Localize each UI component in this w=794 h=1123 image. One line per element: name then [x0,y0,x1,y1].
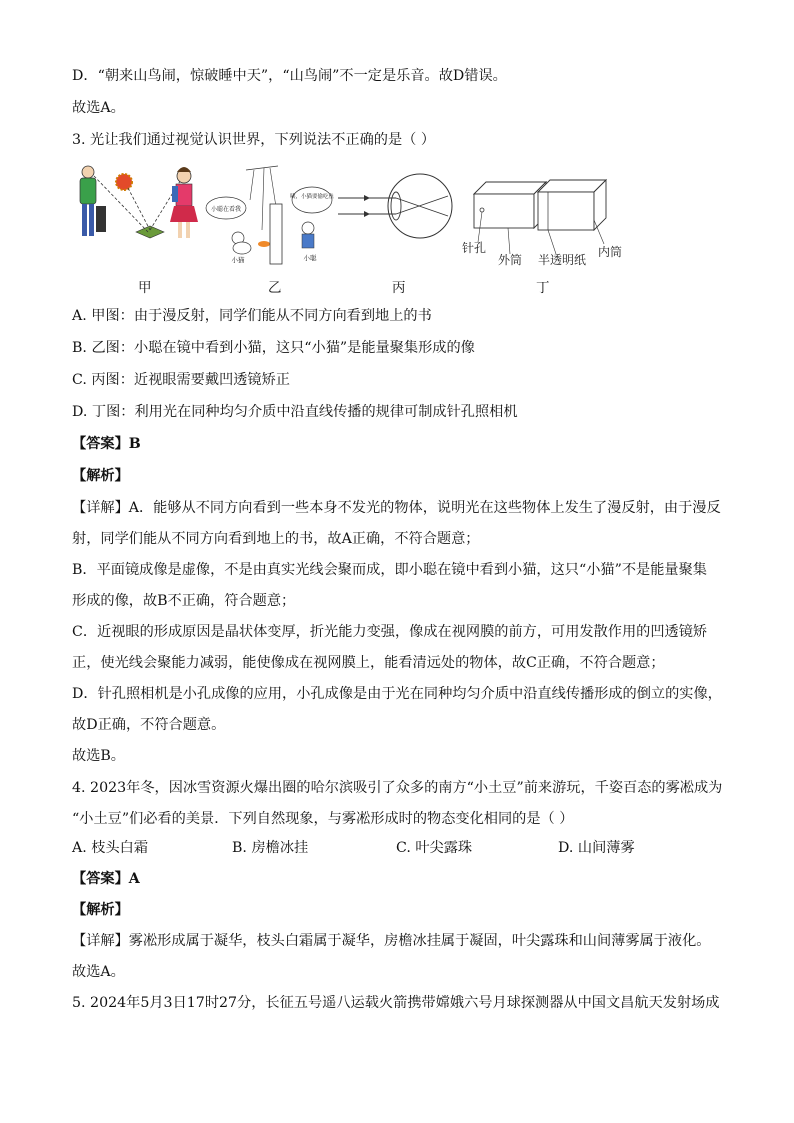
ding-label-outer-tube: 外筒 [497,253,523,267]
text-line: 故选A。 [72,100,125,116]
figure-caption-jia: 甲 [138,280,152,296]
figure-bing [338,174,452,238]
text-line: 【详解】雾凇形成属于凝华，枝头白霜属于凝华，房檐冰挂属于凝固，叶尖露珠和山间薄雾属于液化。 [72,933,711,949]
option-b: B. 乙图：小聪在镜中看到小猫，这只“小猫”是能量聚集形成的像 [72,340,475,356]
figure-ding [462,180,622,267]
yi-label-cat: 小猫 [231,256,245,264]
text-line: 故D正确，不符合题意。 [72,717,226,733]
option-a: A. 甲图：由于漫反射，同学们能从不同方向看到地上的书 [72,308,432,324]
text-line: C．近视眼的形成原因是晶状体变厚，折光能力变强，像成在视网膜的前方，可用发散作用的凹透镜矫 [72,624,708,640]
text-line: D．针孔照相机是小孔成像的应用，小孔成像是由于光在同种均匀介质中沿直线传播形成的倒立的实像， [72,686,722,702]
ding-label-paper: 半透明纸 [537,253,587,267]
answer-heading: 【答案】B [72,436,141,452]
yi-bubble-right-text: 咦，小猫要偷吃鱼 [289,194,335,200]
text-line: 故选A。 [72,964,125,980]
question-5-stem: 5. 2024年5月3日17时27分，长征五号遥八运载火箭携带嫦娥六号月球探测器从中国文昌航天发射场成 [72,995,720,1011]
q4-option-a: A. 枝头白霜 [72,840,149,856]
q4-option-c: C. 叶尖露珠 [396,840,473,856]
text-line: 故选B。 [72,748,125,764]
q4-option-d: D. 山间薄雾 [558,840,635,856]
analysis-heading: 【解析】 [72,468,129,484]
yi-bubble-left-text: 小聪在看我 [210,206,242,213]
option-d: D. 丁图：利用光在同种均匀介质中沿直线传播的规律可制成针孔照相机 [72,404,518,420]
question-3-stem: 3. 光让我们通过视觉认识世界，下列说法不正确的是（ ） [72,132,436,148]
ding-label-pinhole: 针孔 [461,241,487,255]
question-3-figure [78,160,638,296]
text-line: 正，使光线会聚能力减弱，能使像成在视网膜上，能看清远处的物体，故C正确，不符合题意； [72,655,665,671]
figure-caption-bing: 丙 [392,280,406,296]
question-4-stem: “小土豆”们必看的美景．下列自然现象，与雾凇形成时的物态变化相同的是（ ） [72,811,574,827]
text-line: 射，同学们能从不同方向看到地上的书，故A正确，不符合题意； [72,531,480,547]
yi-label-boy: 小聪 [303,254,317,262]
analysis-heading: 【解析】 [72,902,129,918]
figure-yi [206,166,334,264]
figure-caption-ding: 丁 [536,280,550,296]
answer-heading: 【答案】A [72,871,140,887]
question-4-stem: 4. 2023年冬，因冰雪资源火爆出圈的哈尔滨吸引了众多的南方“小土豆”前来游玩，千姿百态的雾凇成为 [72,780,723,796]
text-line: 【详解】A．能够从不同方向看到一些本身不发光的物体，说明光在这些物体上发生了漫反射，由于漫反 [72,500,721,516]
ding-label-inner-tube: 内筒 [597,245,623,259]
q4-option-b: B. 房檐冰挂 [232,840,309,856]
text-line: 形成的像，故B不正确，符合题意； [72,593,296,609]
figure-caption-yi: 乙 [268,280,282,296]
text-line: D．“朝来山鸟闹，惊破睡中天”，“山鸟闹”不一定是乐音。故D错误。 [72,68,507,84]
option-c: C. 丙图：近视眼需要戴凹透镜矫正 [72,372,290,388]
figure-jia [80,166,198,238]
text-line: B．平面镜成像是虚像，不是由真实光线会聚而成，即小聪在镜中看到小猫，这只“小猫”不是能量聚集 [72,562,707,578]
